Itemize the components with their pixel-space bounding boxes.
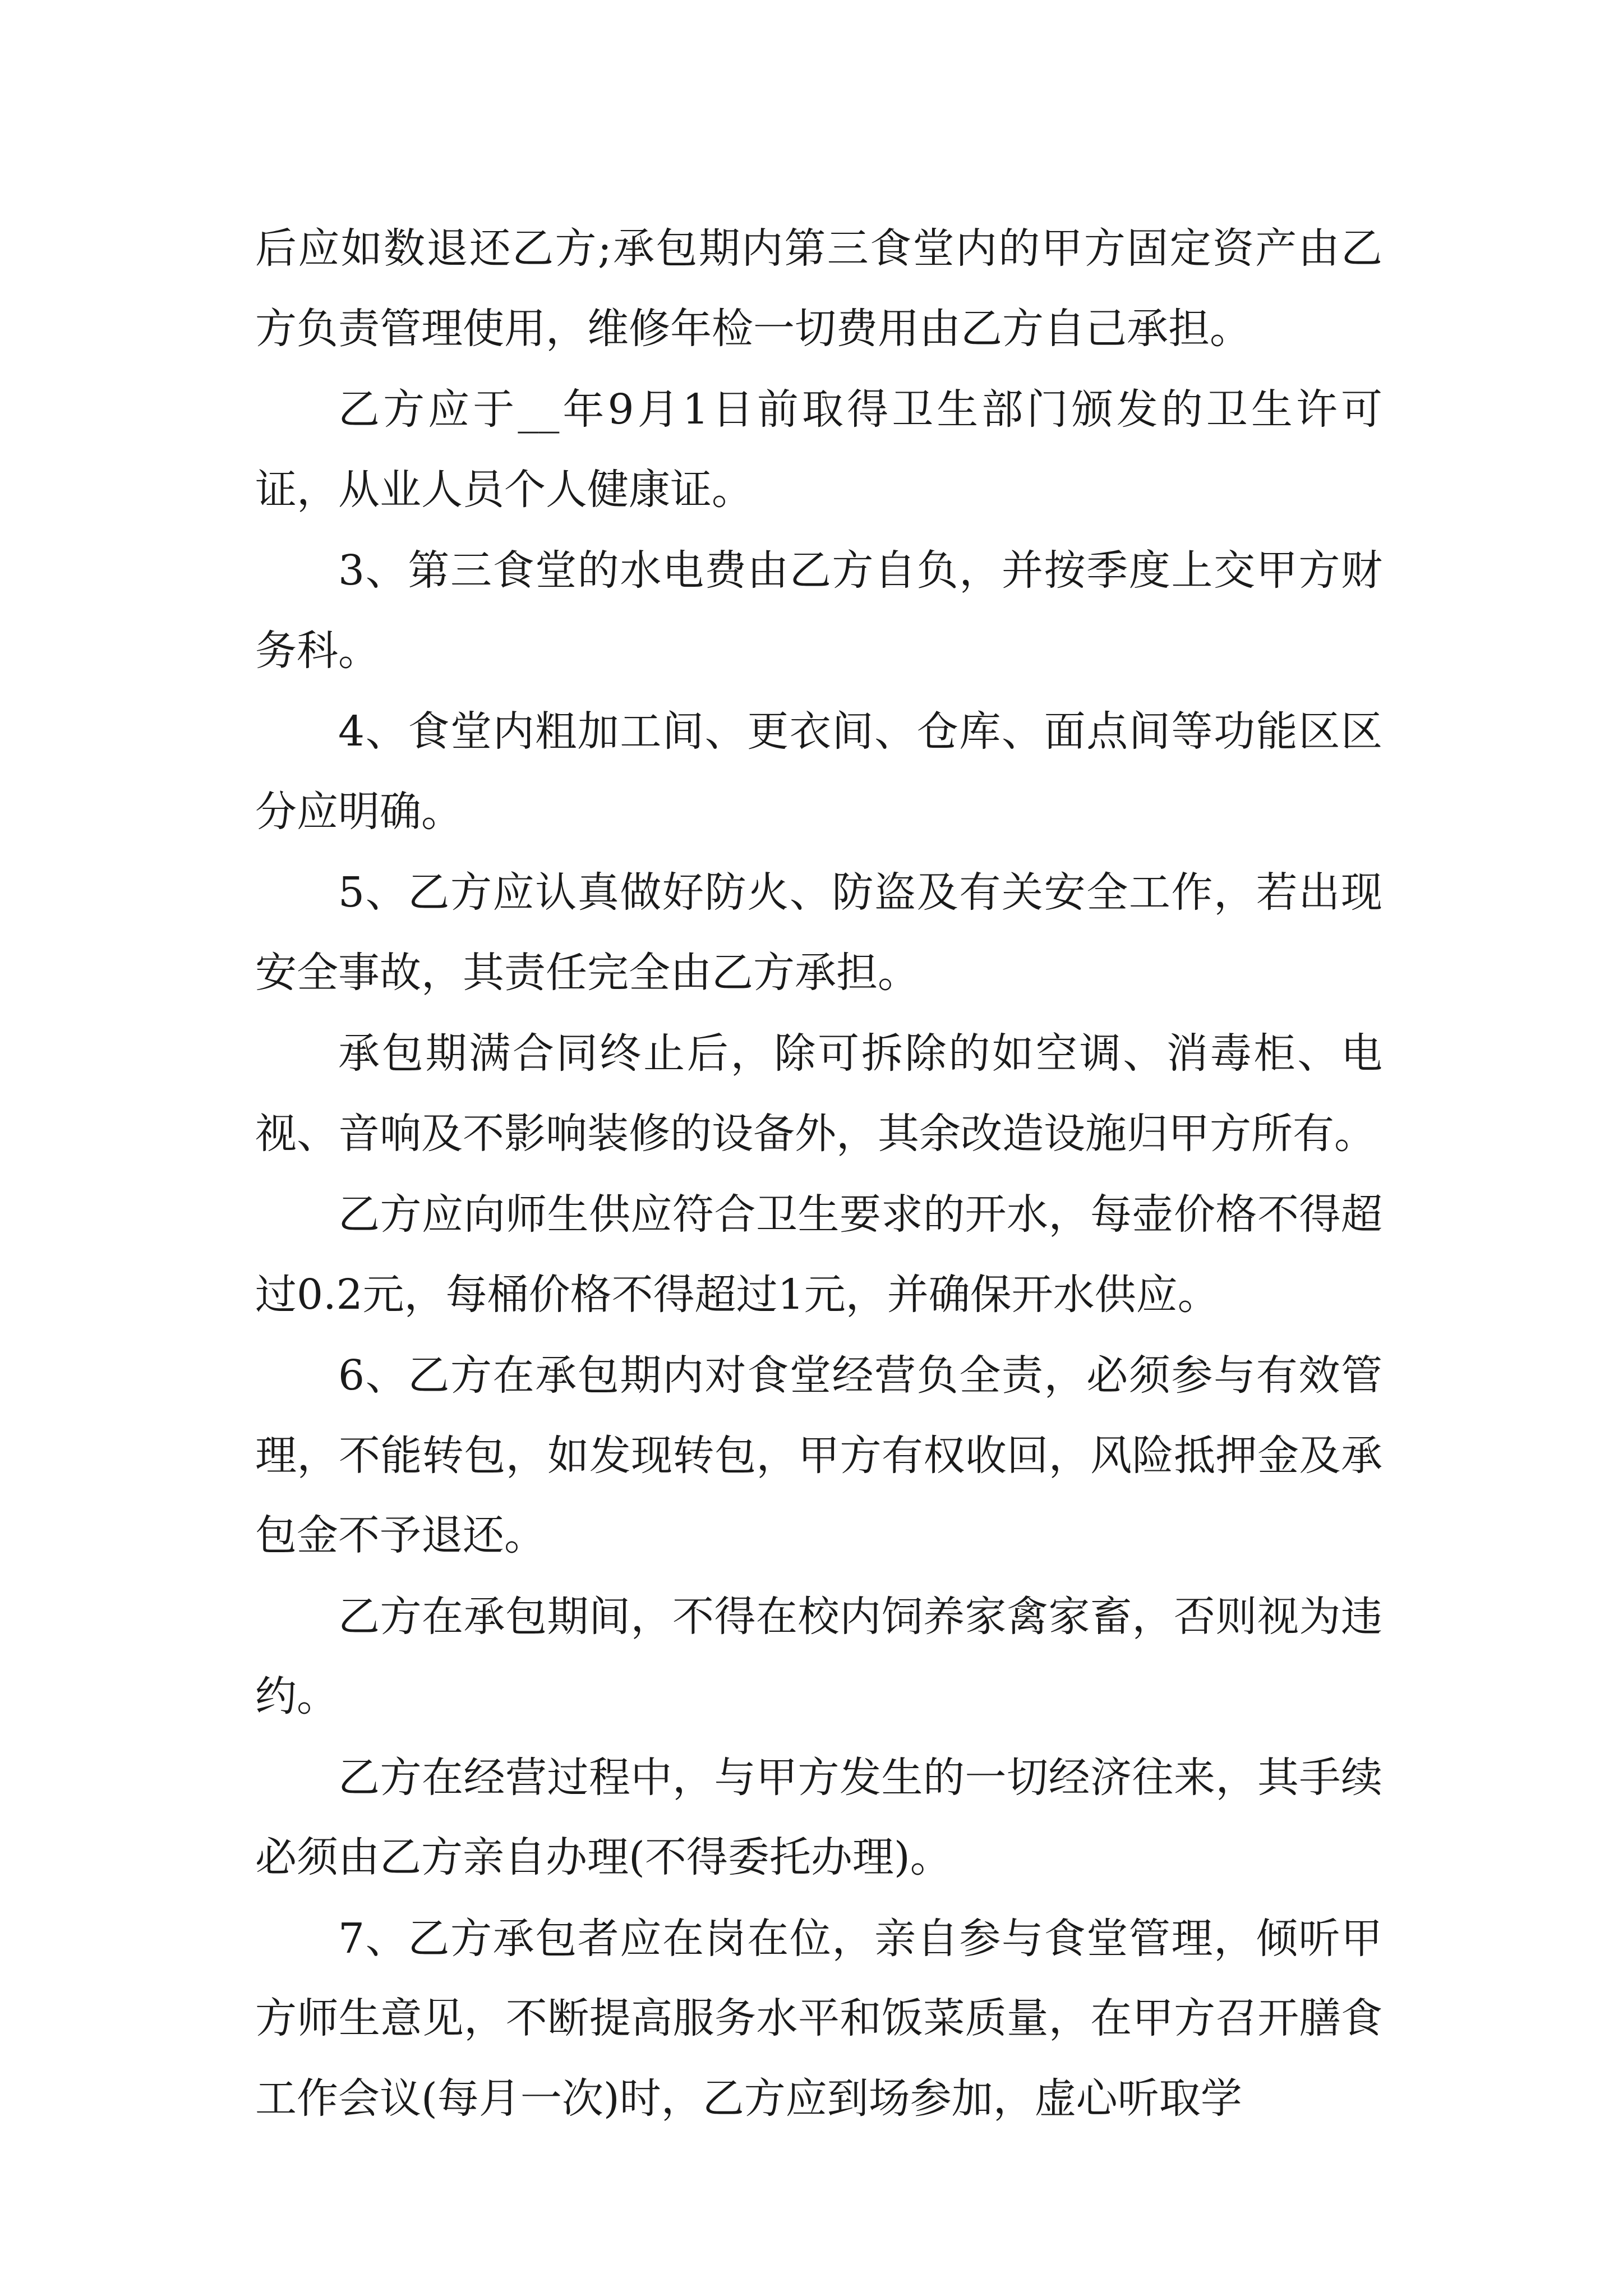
paragraph-3: 3、第三食堂的水电费由乙方自负，并按季度上交甲方财务科。 <box>255 546 1382 675</box>
paragraph-11: 7、乙方承包者应在岗在位，亲自参与食堂管理，倾听甲方师生意见，不断提高服务水平和饭菜质量，在甲方召开膳食工作会议(每月一次)时，乙方应到场参加，虚心听取学 <box>255 1914 1382 2123</box>
paragraph-4: 4、食堂内粗加工间、更衣间、仓库、面点间等功能区区分应明确。 <box>255 707 1382 836</box>
paragraph-10: 乙方在经营过程中，与甲方发生的一切经济往来，其手续必须由乙方亲自办理(不得委托办理)。 <box>255 1753 1382 1881</box>
paragraph-7: 乙方应向师生供应符合卫生要求的开水，每壶价格不得超过0.2元，每桶价格不得超过1元，并确保开水供应。 <box>255 1190 1382 1319</box>
paragraph-6: 承包期满合同终止后，除可拆除的如空调、消毒柜、电视、音响及不影响装修的设备外，其余改造设施归甲方所有。 <box>255 1029 1382 1158</box>
paragraph-9: 乙方在承包期间，不得在校内饲养家禽家畜，否则视为违约。 <box>255 1592 1382 1720</box>
paragraph-1: 后应如数退还乙方;承包期内第三食堂内的甲方固定资产由乙方负责管理使用，维修年检一切费用由乙方自己承担。 <box>255 224 1382 353</box>
paragraph-2: 乙方应于__年9月1日前取得卫生部门颁发的卫生许可证，从业人员个人健康证。 <box>255 385 1382 514</box>
paragraph-5: 5、乙方应认真做好防火、防盗及有关安全工作，若出现安全事故，其责任完全由乙方承担。 <box>255 868 1382 997</box>
document-page <box>255 209 1382 2139</box>
paragraph-8: 6、乙方在承包期内对食堂经营负全责，必须参与有效管理，不能转包，如发现转包，甲方有权收回，风险抵押金及承包金不予退还。 <box>255 1351 1382 1559</box>
